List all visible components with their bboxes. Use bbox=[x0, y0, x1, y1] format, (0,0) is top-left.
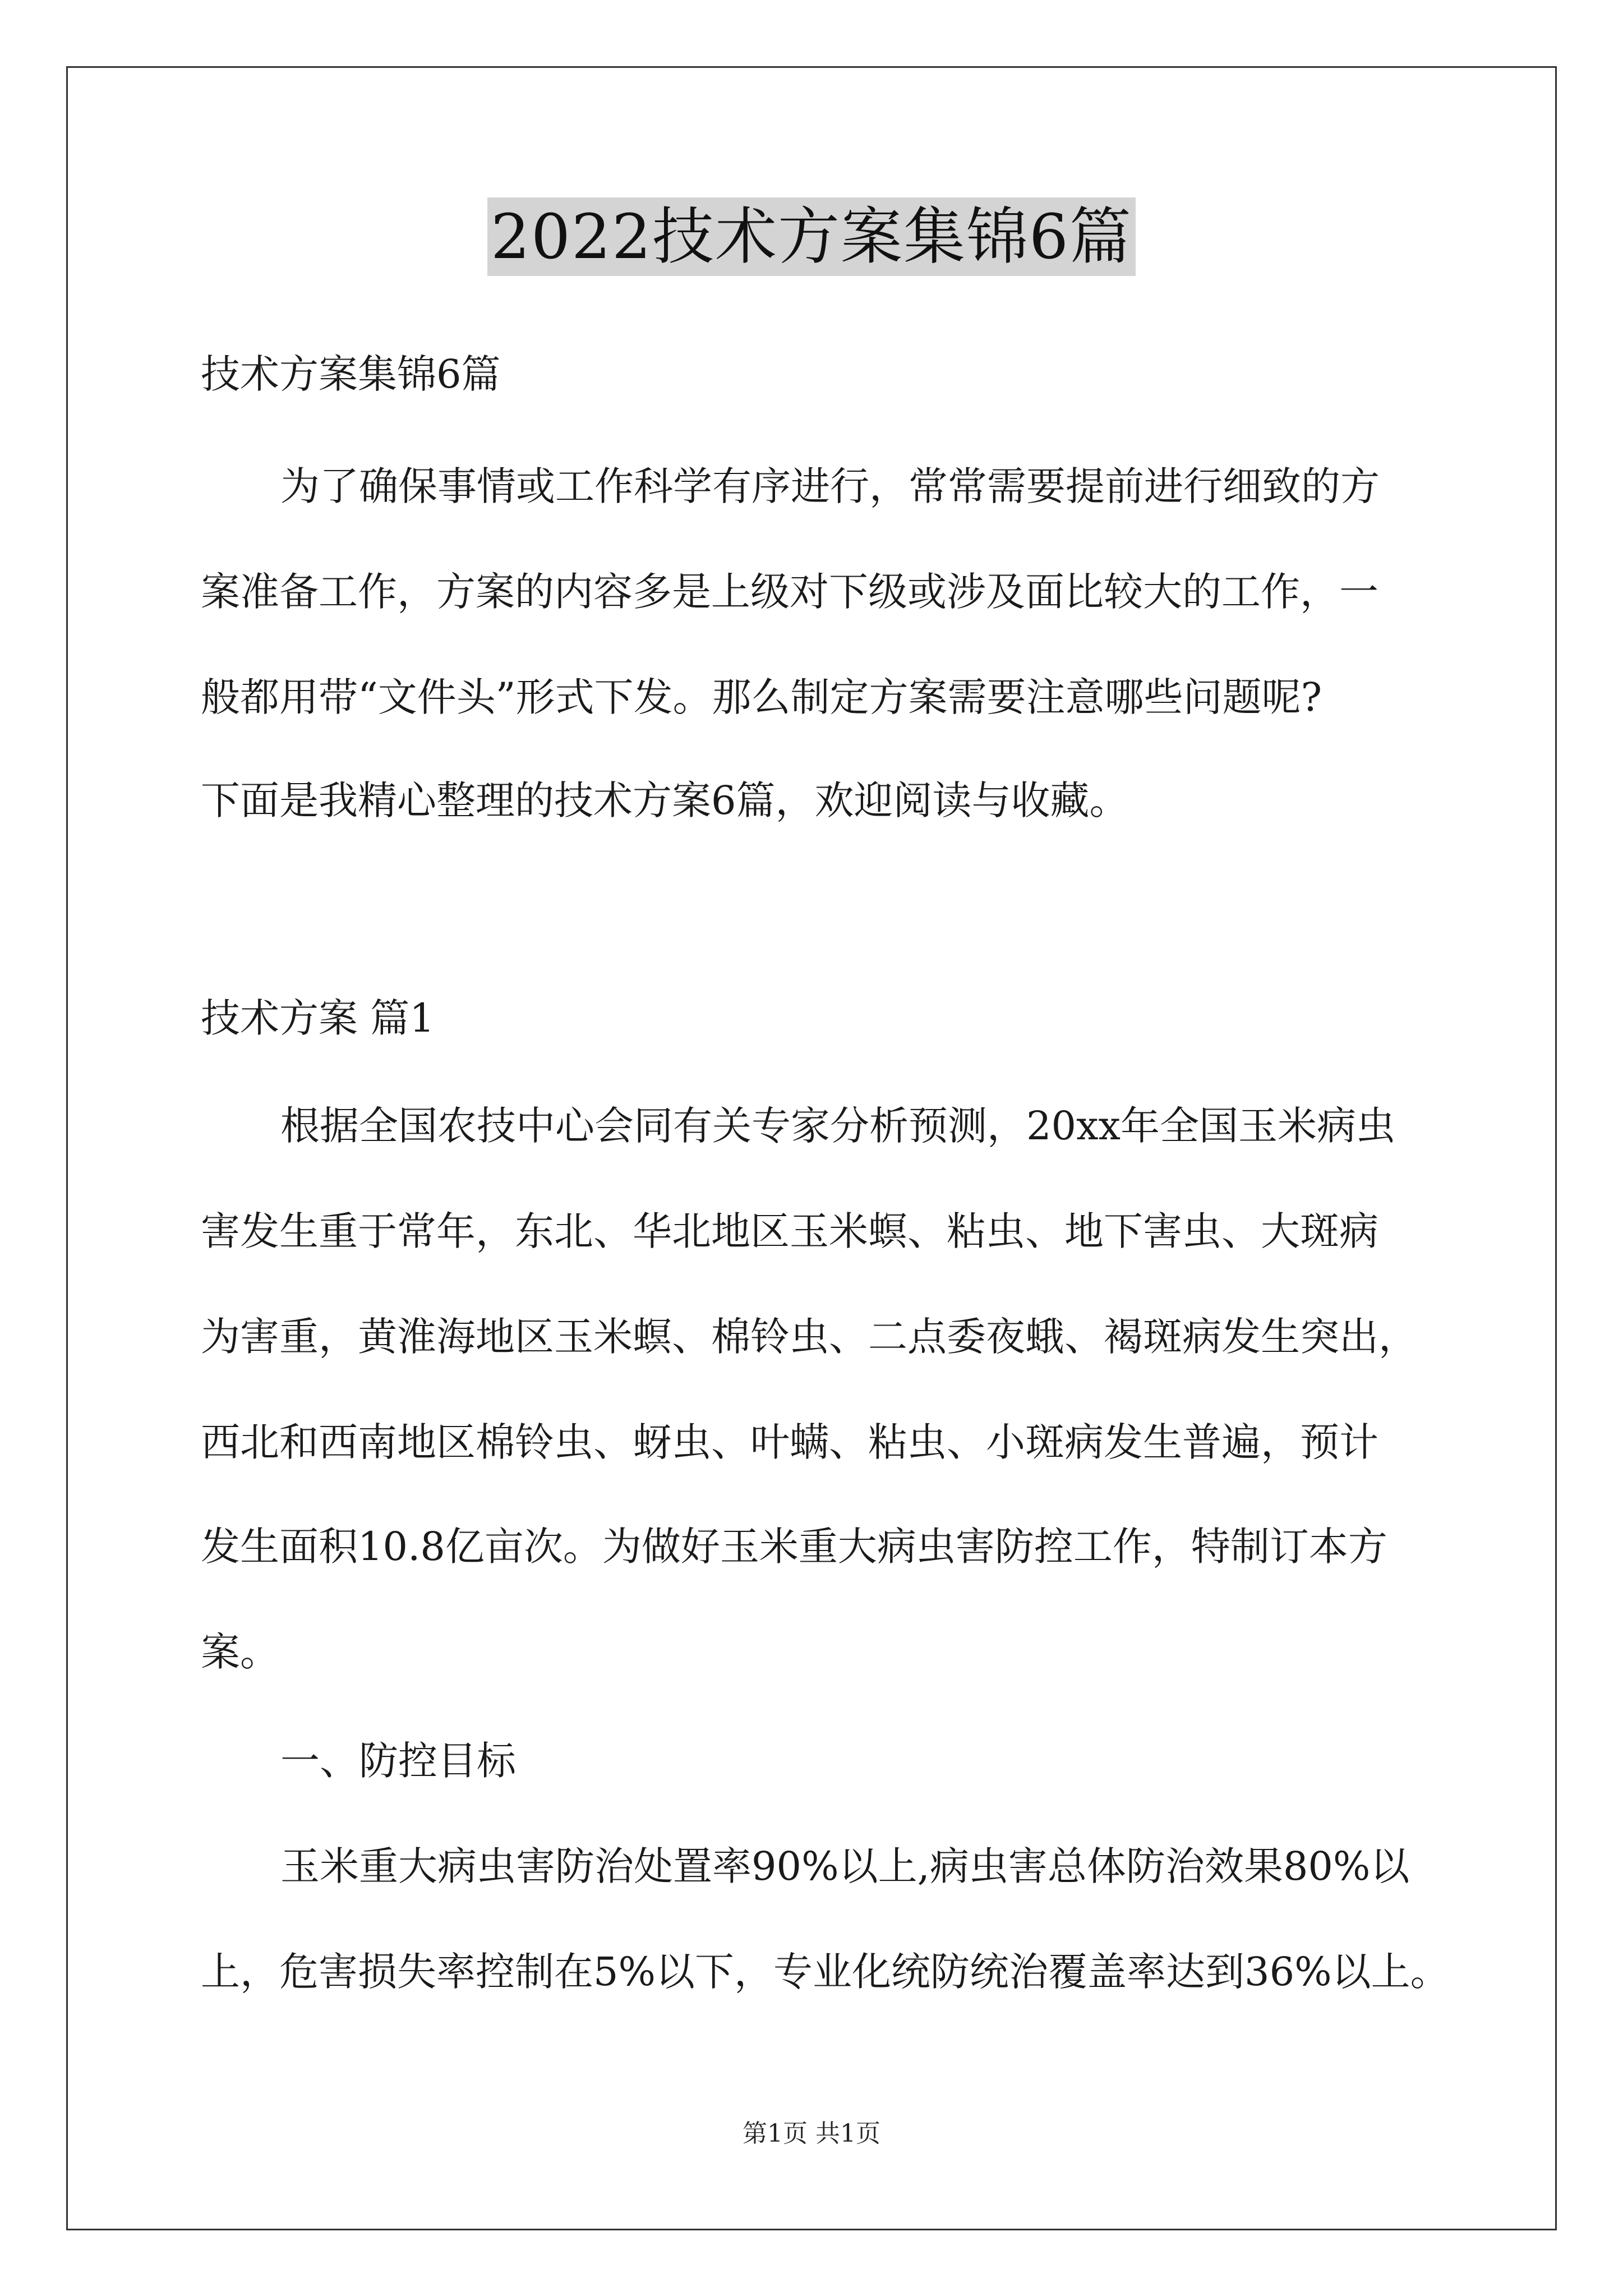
subheading: 一、防控目标 bbox=[280, 1738, 516, 1784]
target-line: 上，危害损失率控制在5%以下，专业化统防统治覆盖率达到36%以上。 bbox=[201, 1949, 1450, 1995]
document-title: 2022技术方案集锦6篇 bbox=[487, 197, 1136, 276]
page-footer: 第1页 共1页 bbox=[743, 2119, 880, 2148]
document-subtitle: 技术方案集锦6篇 bbox=[201, 351, 501, 397]
body-line: 案。 bbox=[201, 1629, 279, 1675]
target-line: 玉米重大病虫害防治处置率90%以上,病虫害总体防治效果80%以 bbox=[280, 1843, 1410, 1889]
section-heading: 技术方案 篇1 bbox=[201, 995, 435, 1041]
intro-line: 下面是我精心整理的技术方案6篇，欢迎阅读与收藏。 bbox=[201, 777, 1129, 823]
body-line: 西北和西南地区棉铃虫、蚜虫、叶螨、粘虫、小斑病发生普遍，预计 bbox=[201, 1419, 1378, 1465]
body-line: 害发生重于常年，东北、华北地区玉米螟、粘虫、地下害虫、大斑病 bbox=[201, 1208, 1378, 1254]
title-container bbox=[0, 197, 1623, 276]
intro-line: 案准备工作，方案的内容多是上级对下级或涉及面比较大的工作，一 bbox=[201, 569, 1378, 615]
intro-line: 般都用带“文件头”形式下发。那么制定方案需要注意哪些问题呢? bbox=[201, 674, 1322, 720]
intro-line: 为了确保事情或工作科学有序进行，常常需要提前进行细致的方 bbox=[280, 463, 1380, 509]
body-line: 为害重，黄淮海地区玉米螟、棉铃虫、二点委夜蛾、褐斑病发生突出， bbox=[201, 1314, 1418, 1360]
body-line: 发生面积10.8亿亩次。为做好玉米重大病虫害防控工作，特制订本方 bbox=[201, 1524, 1387, 1570]
body-line: 根据全国农技中心会同有关专家分析预测，20xx年全国玉米病虫 bbox=[280, 1103, 1396, 1149]
